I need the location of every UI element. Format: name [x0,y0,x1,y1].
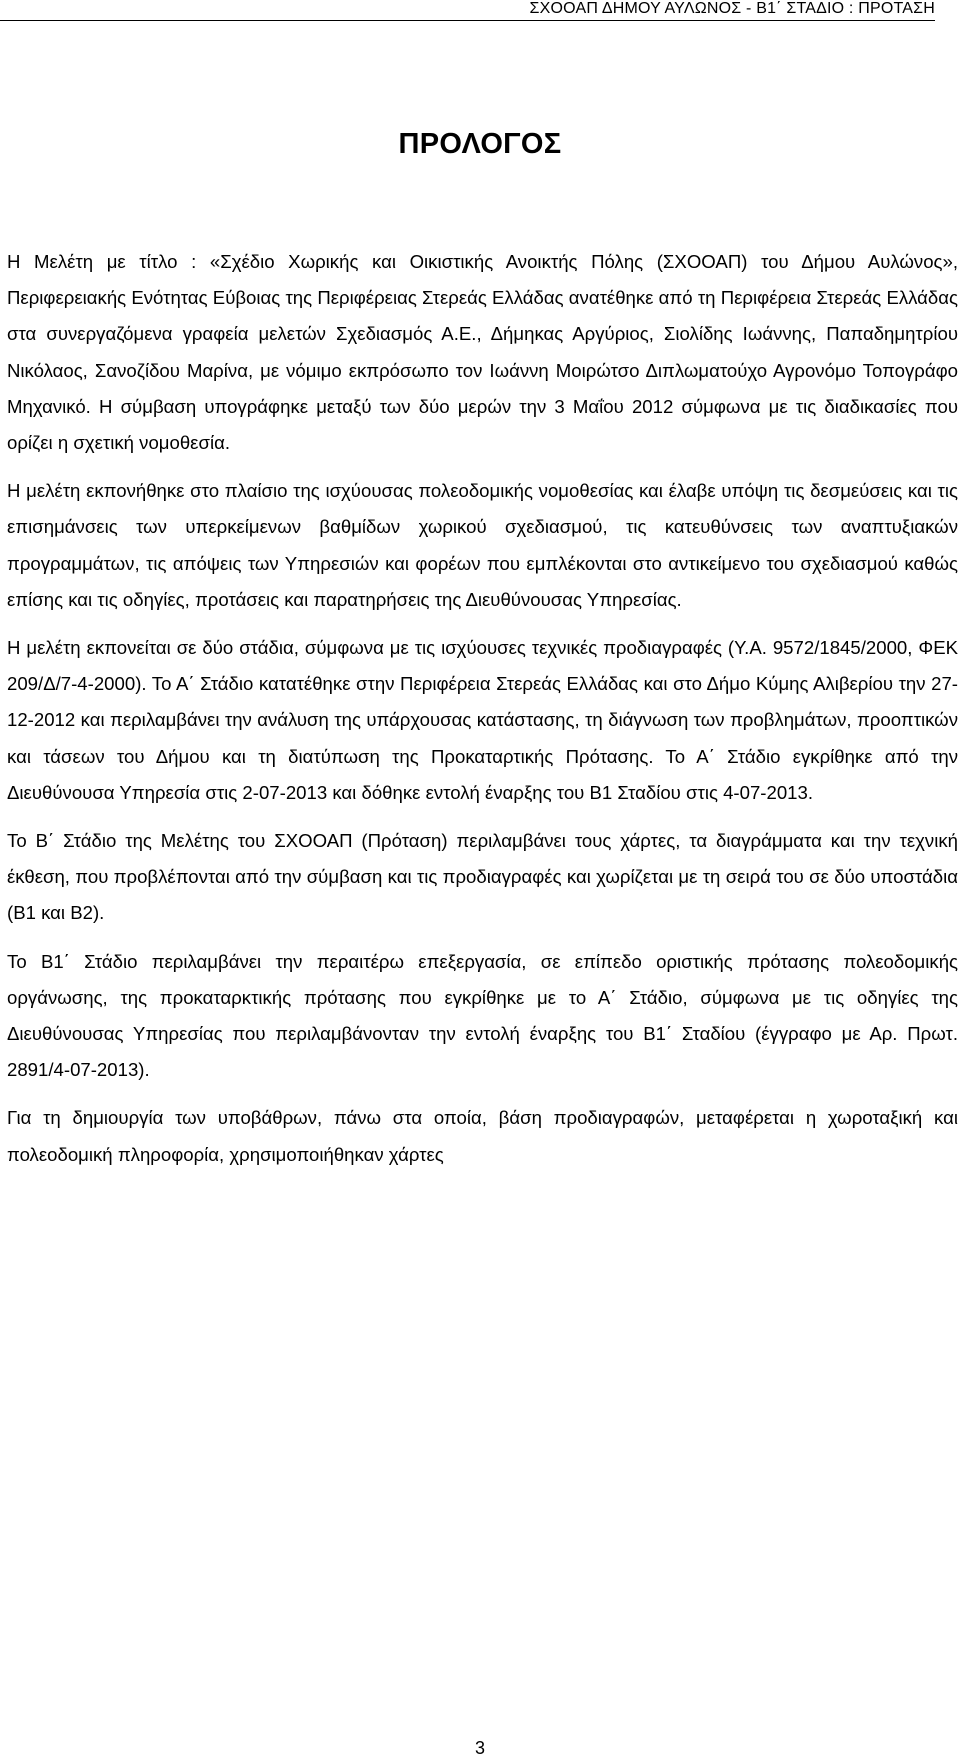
paragraph-base-maps: Για τη δημιουργία των υποβάθρων, πάνω στα οποία, βάση προδιαγραφών, μεταφέρεται η χωροταξική και πολεοδομική πληροφορία, χρησιμοποιήθηκαν χάρτες [7,1107,958,1165]
running-header: ΣΧΟΟΑΠ ΔΗΜΟΥ ΑΥΛΩΝΟΣ - Β1΄ ΣΤΑΔΙΟ : ΠΡΟΤΑΣΗ [0,0,935,21]
body-text [7,244,958,1185]
paragraph-stage-b: Το Β΄ Στάδιο της Μελέτης του ΣΧΟΟΑΠ (Πρόταση) περιλαμβάνει τους χάρτες, τα διαγράμματα και την τεχνική έκθεση, που προβλέπονται από την σύμβαση και τις προδιαγραφές και χωρίζεται με τη σειρά του σε δύο υποστάδια (Β1 και Β2). [7,830,958,924]
paragraph-stages: Η μελέτη εκπονείται σε δύο στάδια, σύμφωνα με τις ισχύουσες τεχνικές προδιαγραφές (Υ.Α. 9572/1845/2000, ΦΕΚ 209/Δ/7-4-2000). Το Α΄ Στάδιο κατατέθηκε στην Περιφέρεια Στερεάς Ελλάδας και στο Δήμο Κύμης Αλιβερίου την 27-12-2012 και περιλαμβάνει την ανάλυση της υπάρχουσας κατάστασης, τη διάγνωση των προβλημάτων, προοπτικών και τάσεων του Δήμου και τη διατύπωση της Προκαταρτικής Πρότασης. Το Α΄ Στάδιο εγκρίθηκε από την Διευθύνουσα Υπηρεσία στις 2-07-2013 και δόθηκε εντολή έναρξης του Β1 Σταδίου στις 4-07-2013. [7,637,958,803]
paragraph-assignment: Η Μελέτη με τίτλο : «Σχέδιο Χωρικής και Οικιστικής Ανοικτής Πόλης (ΣΧΟΟΑΠ) του Δήμου Αυλώνος», Περιφερειακής Ενότητας Εύβοιας της Περιφέρειας Στερεάς Ελλάδας ανατέθηκε από τη Περιφέρεια Στερεάς Ελλάδας στα συνεργαζόμενα γραφεία μελετών Σχεδιασμός Α.Ε., Δήμηκας Αργύριος, Σιολίδης Ιωάννης, Παπαδημητρίου Νικόλαος, Σανοζίδου Μαρίνα, με νόμιμο εκπρόσωπο τον Ιωάννη Μοιρώτσο Διπλωματούχο Αγρονόμο Τοπογράφο Μηχανικό. Η σύμβαση υπογράφηκε μεταξύ των δύο μερών την 3 Μαΐου 2012 σύμφωνα με τις διαδικασίες που ορίζει η σχετική νομοθεσία. [7,251,958,454]
page-title: ΠΡΟΛΟΓΟΣ [398,128,562,160]
paragraph-stage-b1: Το Β1΄ Στάδιο περιλαμβάνει την περαιτέρω επεξεργασία, σε επίπεδο οριστικής πρότασης πολεοδομικής οργάνωσης, της προκαταρκτικής πρότασης που εγκρίθηκε με το Α΄ Στάδιο, σύμφωνα με τις οδηγίες της Διευθύνουσας Υπηρεσίας που περιλαμβάνονταν την εντολή έναρξης του Β1΄ Σταδίου (έγγραφο με Αρ. Πρωτ. 2891/4-07-2013). [7,950,958,1081]
page-number: 3 [474,1738,485,1758]
paragraph-framework: Η μελέτη εκπονήθηκε στο πλαίσιο της ισχύουσας πολεοδομικής νομοθεσίας και έλαβε υπόψη τις δεσμεύσεις και τις επισημάνσεις των υπερκείμενων βαθμίδων χωρικού σχεδιασμού, τις κατευθύνσεις των αναπτυξιακών προγραμμάτων, τις απόψεις των Υπηρεσιών και φορέων που εμπλέκονται στο αντικείμενο του σχεδιασμού καθώς επίσης και τις οδηγίες, προτάσεις και παρατηρήσεις της Διευθύνουσας Υπηρεσίας. [7,480,958,610]
